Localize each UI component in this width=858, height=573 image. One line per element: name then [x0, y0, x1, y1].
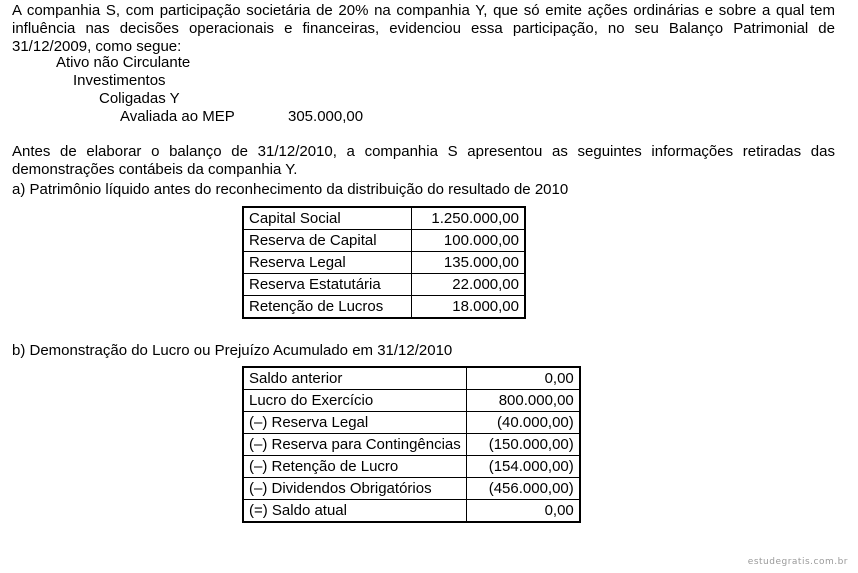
row-label: Lucro do Exercício [243, 390, 466, 412]
row-value: (40.000,00) [466, 412, 580, 434]
table-row [243, 390, 580, 412]
table-row [243, 274, 525, 296]
profit-statement-table [242, 366, 581, 523]
table-row [243, 296, 525, 319]
intro-paragraph: A companhia S, com participação societária de 20% na companhia Y, que só emite ações ordinárias e sobre a qual tem influência nas decisões operacionais e financeiras, evidenciou essa participação, no seu Balanço Patrimonial de 31/12/2009, como segue: [12, 2, 835, 55]
row-value: (456.000,00) [466, 478, 580, 500]
balance-item-value: 305.000,00 [288, 108, 364, 125]
table-row [243, 207, 525, 230]
table-row [243, 500, 580, 523]
row-label: Saldo anterior [243, 367, 466, 390]
row-value: 22.000,00 [412, 274, 526, 296]
row-value: (150.000,00) [466, 434, 580, 456]
balance-level-1: Ativo não Circulante [56, 54, 191, 71]
row-label: Reserva Legal [243, 252, 412, 274]
table-row [243, 230, 525, 252]
row-label: Retenção de Lucros [243, 296, 412, 319]
row-label: (–) Reserva para Contingências [243, 434, 466, 456]
section-a-title: a) Patrimônio líquido antes do reconhecimento da distribuição do resultado de 2010 [12, 181, 569, 198]
balance-level-2: Investimentos [73, 72, 166, 89]
balance-item-label: Avaliada ao MEP [120, 108, 235, 125]
table-row [243, 478, 580, 500]
row-value: 1.250.000,00 [412, 207, 526, 230]
context-paragraph: Antes de elaborar o balanço de 31/12/2010, a companhia S apresentou as seguintes informações retiradas das demonstrações contábeis da companhia Y. [12, 143, 835, 178]
row-value: 135.000,00 [412, 252, 526, 274]
row-label: Reserva Estatutária [243, 274, 412, 296]
row-label: (–) Dividendos Obrigatórios [243, 478, 466, 500]
table-row [243, 412, 580, 434]
watermark: estudegratis.com.br [747, 557, 848, 567]
table-row [243, 367, 580, 390]
row-value: 18.000,00 [412, 296, 526, 319]
row-label: Reserva de Capital [243, 230, 412, 252]
row-value: (154.000,00) [466, 456, 580, 478]
row-value: 0,00 [466, 500, 580, 523]
table-row [243, 434, 580, 456]
row-value: 100.000,00 [412, 230, 526, 252]
row-value: 800.000,00 [466, 390, 580, 412]
row-value: 0,00 [466, 367, 580, 390]
row-label: (–) Reserva Legal [243, 412, 466, 434]
row-label: Capital Social [243, 207, 412, 230]
row-label: (=) Saldo atual [243, 500, 466, 523]
table-row [243, 252, 525, 274]
equity-table [242, 206, 526, 319]
table-row [243, 456, 580, 478]
section-b-title: b) Demonstração do Lucro ou Prejuízo Acumulado em 31/12/2010 [12, 342, 453, 359]
row-label: (–) Retenção de Lucro [243, 456, 466, 478]
balance-level-3: Coligadas Y [99, 90, 180, 107]
